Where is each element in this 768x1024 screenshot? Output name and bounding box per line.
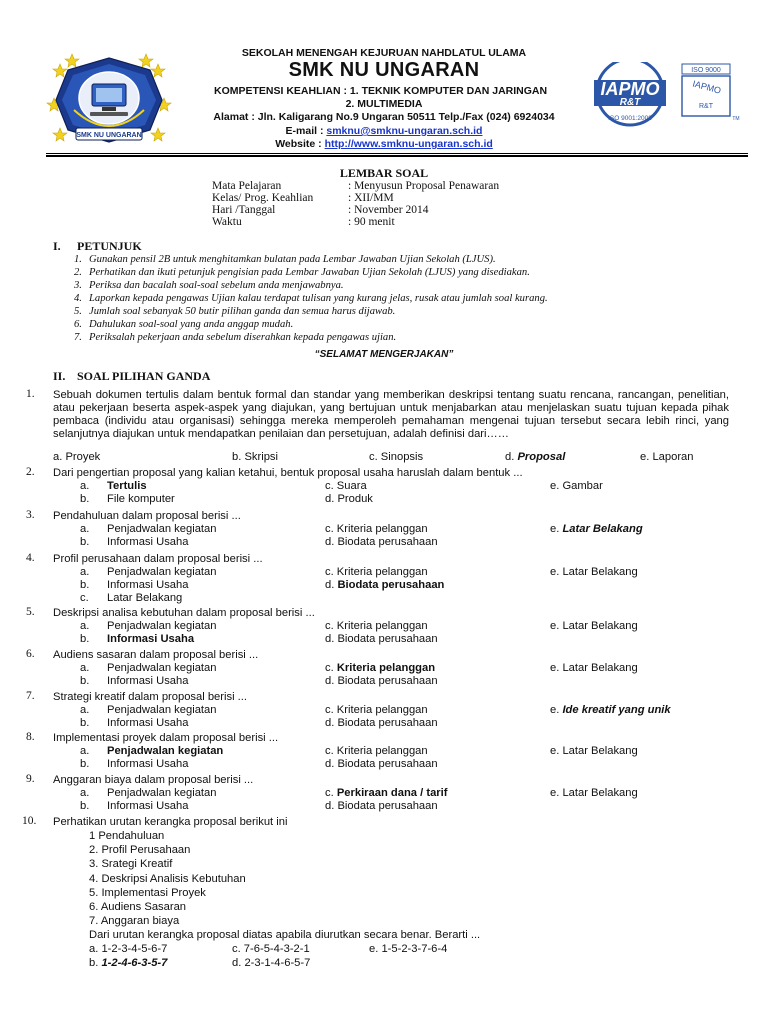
question-number: 2. xyxy=(26,466,35,478)
q4-option-c-left: Latar Belakang xyxy=(107,592,183,604)
logo-right-tm: TM xyxy=(732,116,740,122)
question-6-text: Audiens sasaran dalam proposal berisi ... xyxy=(53,649,259,661)
q9-option-b: Informasi Usaha xyxy=(107,800,189,812)
q5-option-d: d. Biodata perusahaan xyxy=(325,633,438,645)
q2-option-a: Tertulis xyxy=(107,480,147,492)
header-divider-thick xyxy=(46,155,748,157)
school-name: SEKOLAH MENENGAH KEJURUAN NAHDLATUL ULAMA xyxy=(241,47,527,59)
question-number: 7. xyxy=(26,690,35,702)
q10-option-d: d. 2-3-1-4-6-5-7 xyxy=(232,957,311,969)
list-item: 3. Srategi Kreatif xyxy=(89,858,173,870)
q7-option-b: Informasi Usaha xyxy=(107,717,189,729)
q5-option-e: e. Latar Belakang xyxy=(550,620,638,632)
logo-right-small-rt: R&T xyxy=(699,103,713,110)
question-9-text: Anggaran biaya dalam proposal berisi ... xyxy=(53,774,254,786)
logo-left-text: SMK NU UNGARAN xyxy=(76,132,142,139)
q9-option-e: e. Latar Belakang xyxy=(550,787,638,799)
q6-option-a: Penjadwalan kegiatan xyxy=(107,662,217,674)
q5-option-b: Informasi Usaha xyxy=(107,633,195,645)
q10-option-c: c. 7-6-5-4-3-2-1 xyxy=(232,943,310,955)
q7-option-a: Penjadwalan kegiatan xyxy=(107,704,217,716)
q7-option-e: e. Ide kreatif yang unik xyxy=(550,704,671,716)
header-divider xyxy=(46,153,748,154)
q7-option-d: d. Biodata perusahaan xyxy=(325,717,438,729)
question-number: 3. xyxy=(26,509,35,521)
question-number: 9. xyxy=(26,773,35,785)
q8-option-a: Penjadwalan kegiatan xyxy=(107,745,224,757)
question-5-text: Deskripsi analisa kebutuhan dalam proposal berisi ... xyxy=(53,607,315,619)
list-item: 5. Implementasi Proyek xyxy=(89,887,206,899)
q1-option-a: a. Proyek xyxy=(53,451,101,463)
list-item: 4. Deskripsi Analisis Kebutuhan xyxy=(89,873,246,885)
kompetensi-line-1: KOMPETENSI KEAHLIAN : 1. TEKNIK KOMPUTER DAN JARINGAN xyxy=(214,85,548,97)
q3-option-d: d. Biodata perusahaan xyxy=(325,536,438,548)
q3-option-b: Informasi Usaha xyxy=(107,536,189,548)
q1-option-c: c. Sinopsis xyxy=(369,451,424,463)
logo-right-iso: ISO 9001:2008 xyxy=(608,115,652,122)
logo-right-brand: IAPMO xyxy=(600,79,660,99)
logo-right-iso9000: ISO 9000 xyxy=(691,67,721,74)
q2-option-d: d. Produk xyxy=(325,493,373,505)
q1-option-d: d. Proposal xyxy=(505,451,566,463)
question-number: 4. xyxy=(26,552,35,564)
kompetensi-line-2: 2. MULTIMEDIA xyxy=(345,98,423,110)
q4-option-b: Informasi Usaha xyxy=(107,579,189,591)
q1-option-e: e. Laporan xyxy=(640,451,694,463)
logo-right-small: IAPMO xyxy=(691,78,723,96)
q3-option-e: e. Latar Belakang xyxy=(550,523,643,535)
list-item: 7. Anggaran biaya xyxy=(89,915,180,927)
question-number: 6. xyxy=(26,648,35,660)
q7-option-c: c. Kriteria pelanggan xyxy=(325,704,428,716)
question-2-text: Dari pengertian proposal yang kalian ketahui, bentuk proposal usaha haruslah dalam bentuk ... xyxy=(53,467,523,479)
q6-option-b: Informasi Usaha xyxy=(107,675,189,687)
logo-right-rt: R&T xyxy=(619,97,641,108)
question-3-text: Pendahuluan dalam proposal berisi ... xyxy=(53,510,241,522)
question-7-text: Strategi kreatif dalam proposal berisi ... xyxy=(53,691,248,703)
question-10-text: Perhatikan urutan kerangka proposal berikut ini xyxy=(53,816,288,828)
q6-option-d: d. Biodata perusahaan xyxy=(325,675,438,687)
page-title: SMK NU UNGARAN xyxy=(288,59,480,81)
q1-option-b: b. Skripsi xyxy=(232,451,279,463)
list-item: 1 Pendahuluan xyxy=(89,830,165,842)
q4-option-c: c. Kriteria pelanggan xyxy=(325,566,428,578)
question-number: 10. xyxy=(22,815,37,827)
list-item: 6. Audiens Sasaran xyxy=(89,901,187,913)
question-number: 1. xyxy=(26,388,35,400)
question-number: 5. xyxy=(26,606,35,618)
q8-option-d: d. Biodata perusahaan xyxy=(325,758,438,770)
email-label: E-mail : xyxy=(285,125,327,137)
question-number: 8. xyxy=(26,731,35,743)
selamat-mengerjakan: “SELAMAT MENGERJAKAN” xyxy=(314,349,454,360)
website-link[interactable]: http://www.smknu-ungaran.sch.id xyxy=(324,138,493,150)
q2-option-e: e. Gambar xyxy=(550,480,603,492)
q6-option-e: e. Latar Belakang xyxy=(550,662,638,674)
question-4-text: Profil perusahaan dalam proposal berisi ... xyxy=(53,553,263,565)
question-8-text: Implementasi proyek dalam proposal berisi ... xyxy=(53,732,279,744)
q8-option-b: Informasi Usaha xyxy=(107,758,189,770)
q4-option-d: d. Biodata perusahaan xyxy=(325,579,445,591)
list-item: 2. Profil Perusahaan xyxy=(89,844,191,856)
q10-option-a: a. 1-2-3-4-5-6-7 xyxy=(89,943,168,955)
address: Alamat : Jln. Kaligarang No.9 Ungaran 50511 Telp./Fax (024) 6924034 xyxy=(213,111,555,123)
q10-option-e: e. 1-5-2-3-7-6-4 xyxy=(369,943,448,955)
q4-option-e: e. Latar Belakang xyxy=(550,566,638,578)
website-label: Website : xyxy=(275,138,325,150)
q4-option-a: Penjadwalan kegiatan xyxy=(107,566,217,578)
q9-option-d: d. Biodata perusahaan xyxy=(325,800,438,812)
q6-option-c: c. Kriteria pelanggan xyxy=(325,662,436,674)
q2-option-b: File komputer xyxy=(107,493,175,505)
q2-option-c: c. Suara xyxy=(325,480,367,492)
q8-option-e: e. Latar Belakang xyxy=(550,745,638,757)
q8-option-c: c. Kriteria pelanggan xyxy=(325,745,428,757)
q3-option-a: Penjadwalan kegiatan xyxy=(107,523,217,535)
q9-option-c: c. Perkiraan dana / tarif xyxy=(325,787,448,799)
question-1-text: Sebuah dokumen tertulis dalam bentuk formal dan standar yang memberikan deskripsi tentang suatu rencana, rancangan, penelitian, atau pekerjaan beserta aspek-aspek yang diajukan, yang bertujuan untuk menjabarkan atau menjelaskan suatu tujuan kepada pihak pembaca (individu atau organisasi) sehingga mereka memperoleh pemahaman mengenai tujuan tersebut secara lebih rinci, yang selanjutnya diajukan untuk mendapatkan penilaian dan persetujuan, adalah definisi dari…… xyxy=(53,389,729,440)
lembar-title: LEMBAR SOAL xyxy=(339,166,429,180)
q3-option-c: c. Kriteria pelanggan xyxy=(325,523,428,535)
question-10-ask: Dari urutan kerangka proposal diatas apabila diurutkan secara benar. Berarti ... xyxy=(89,929,481,941)
website-line xyxy=(0,138,768,150)
q10-option-b: b. 1-2-4-6-3-5-7 xyxy=(89,957,168,969)
email-line xyxy=(0,125,768,137)
q5-option-c: c. Kriteria pelanggan xyxy=(325,620,428,632)
q5-option-a: Penjadwalan kegiatan xyxy=(107,620,217,632)
email-link[interactable]: smknu@smknu-ungaran.sch.id xyxy=(326,125,483,137)
q9-option-a: Penjadwalan kegiatan xyxy=(107,787,217,799)
